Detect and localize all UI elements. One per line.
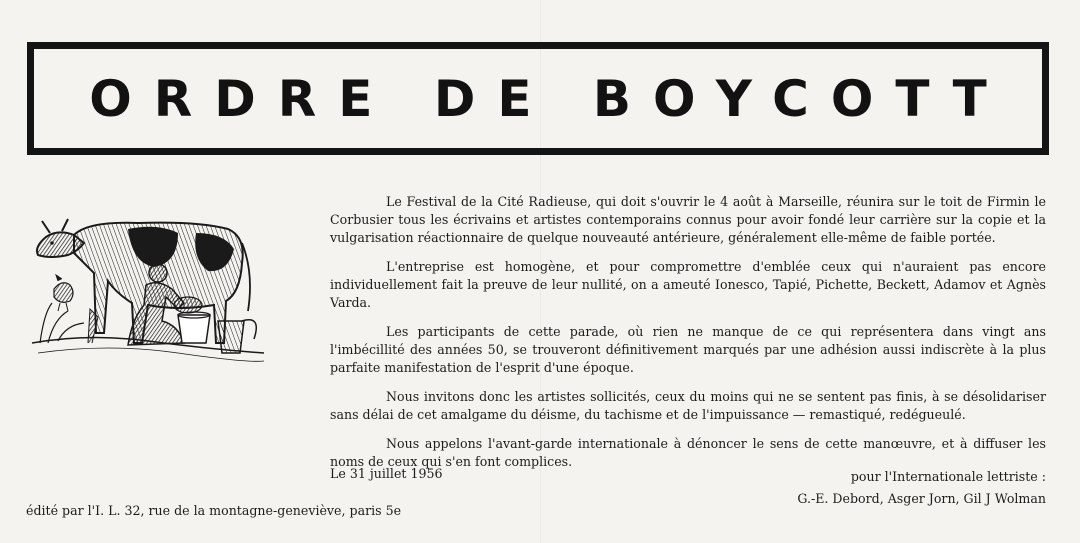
- paragraph-3: Les participants de cette parade, où rien ne manque de ce qui représentera dans vingt ans l'imbécillité des années 50, se trouveront définitivement marqués par une adhésion aussi indiscrète à la plus parfaite manifestation de l'esprit d'une époque.: [330, 324, 1046, 375]
- paragraph-2: L'entreprise est homogène, et pour compromettre d'emblée ceux qui n'auraient pas encore individuellement fait la preuve de leur nullité, on a ameuté Ionesco, Tapié, Pichette, Beckett, Adamov et Agnès Varda.: [330, 259, 1046, 310]
- document-date: Le 31 juillet 1956: [330, 466, 443, 481]
- imprint-line: édité par l'I. L. 32, rue de la montagne-geneviève, paris 5e: [26, 503, 402, 518]
- signatories: G.-E. Debord, Asger Jorn, Gil J Wolman: [797, 491, 1046, 506]
- paragraph-5: Nous appelons l'avant-garde internationale à dénoncer le sens de cette manœuvre, et à diffuser les noms de ceux qui s'en font complices.: [330, 436, 1046, 469]
- page-title: ORDRE DE BOYCOTT: [89, 69, 1009, 128]
- signature-line: pour l'Internationale lettriste :: [850, 469, 1046, 484]
- milking-cow-engraving-icon: [28, 193, 268, 371]
- title-frame: [27, 42, 1049, 155]
- paragraph-1: Le Festival de la Cité Radieuse, qui doit s'ouvrir le 4 août à Marseille, réunira sur le toit de Firmin le Corbusier tous les écrivains et artistes contemporains connus pour avoir fondé leur carrière sur la copie et la vulgarisation réactionnaire de quelque nouveauté antérieure, généralement elle-même de faible portée.: [330, 194, 1046, 245]
- signature-block: [797, 467, 1046, 509]
- paragraph-4: Nous invitons donc les artistes sollicités, ceux du moins qui ne se sentent pas finis, à se désolidariser sans délai de cet amalgame du déisme, du tachisme et de l'impuissance — remastiqué, redégueulé.: [330, 389, 1046, 422]
- manifesto-body: [330, 193, 1046, 482]
